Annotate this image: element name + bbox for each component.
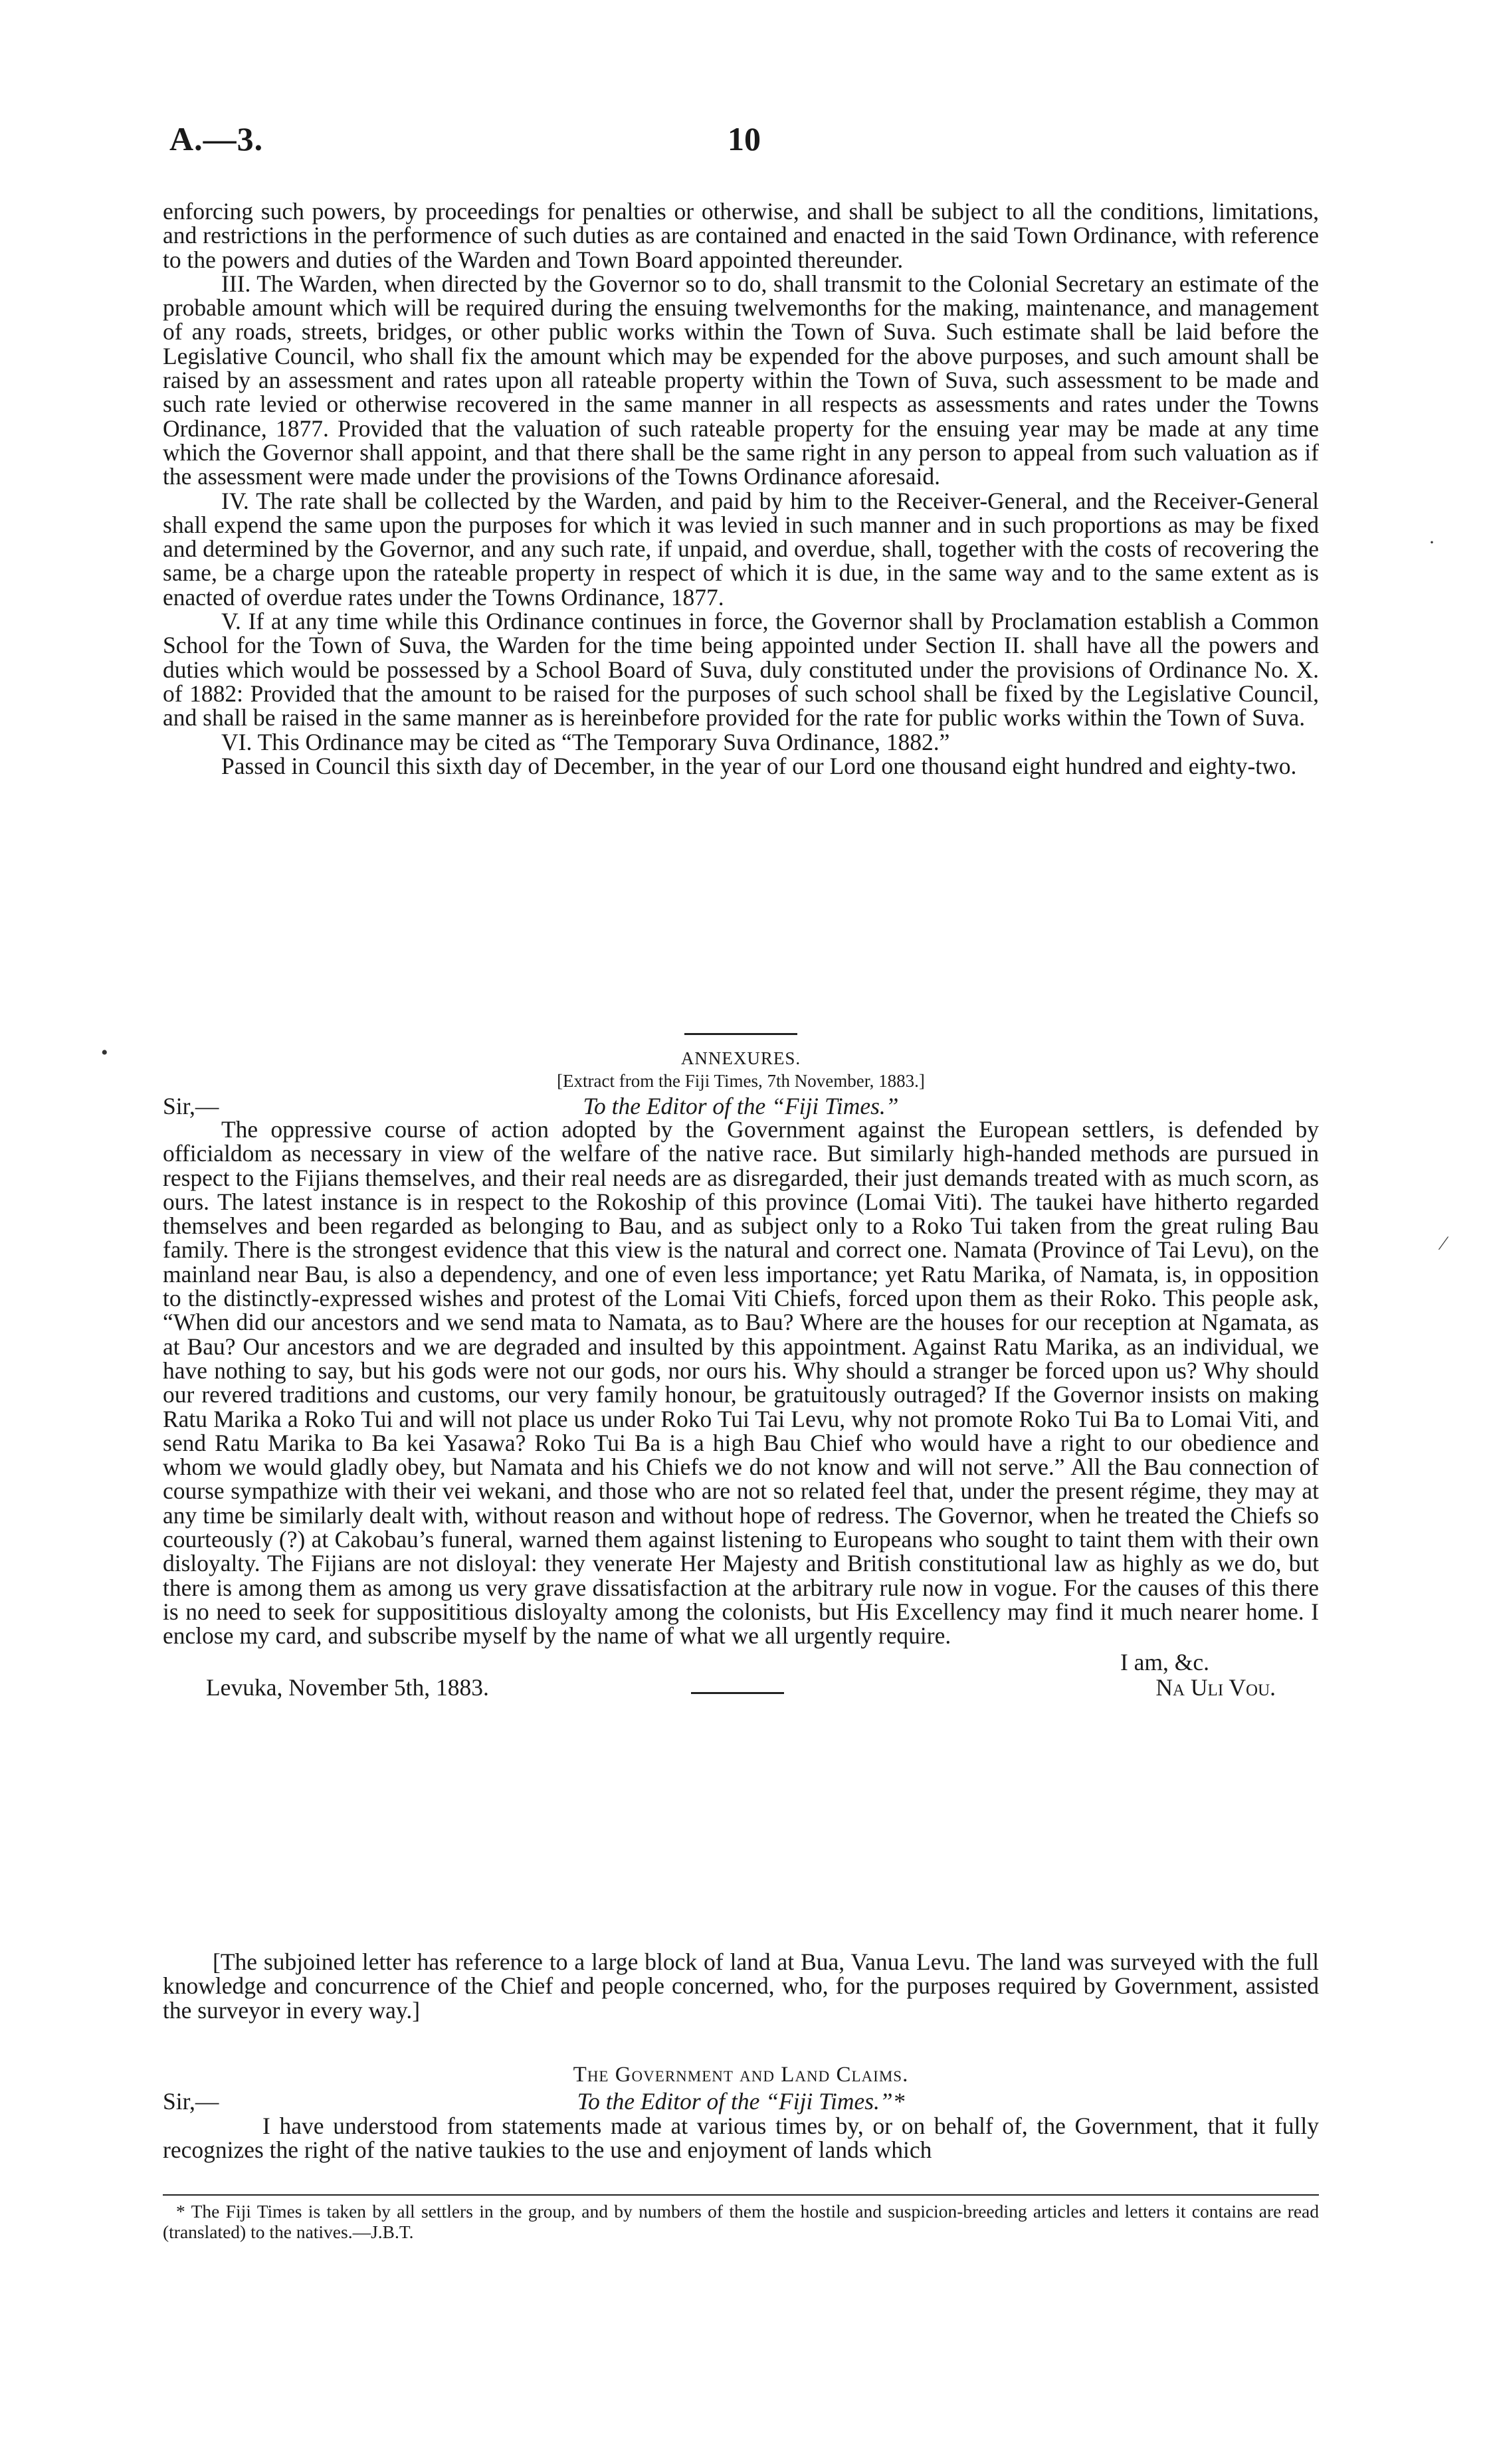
editorial-note	[163, 1950, 1319, 2022]
letter-opening: I have understood from statements made at various times by, or on behalf of, the Government, that it fully recognizes the right of the native taukies to the use and enjoyment of lands which	[163, 2113, 1319, 2164]
place-date: Levuka, November 5th, 1883.	[206, 1673, 489, 1701]
ordinance-body	[163, 199, 1319, 778]
bracketed-note: [The subjoined letter has reference to a large block of land at Bua, Vanua Levu. The land was surveyed with the full knowledge and concurrence of the Chief and people concerned, who, for the purposes required by Government, assisted the surveyor in every way.]	[163, 1948, 1319, 2024]
document-reference: A.—3.	[169, 120, 264, 157]
divider-rule	[684, 1033, 797, 1035]
divider-rule	[691, 1692, 784, 1694]
to-editor-line: To the Editor of the “Fiji Times.”*	[577, 2088, 905, 2115]
margin-mark: ⁄	[1442, 1232, 1446, 1254]
salutation: Sir,—	[163, 2088, 219, 2115]
paragraph-continuation: enforcing such powers, by proceedings for penalties or otherwise, and shall be subject to all the conditions, limitations, and restrictions in the performence of such duties as are contained and enacted in the said Town Ordinance, with reference to the powers and duties of the Warden and Town Board appointed thereunder.	[163, 198, 1319, 273]
annexures-heading: ANNEXURES.	[680, 1048, 801, 1068]
salutation-row	[163, 2087, 1319, 2114]
section-iii: III. The Warden, when directed by the Governor so to do, shall transmit to the Colonial Secretary an estimate of the probable amount which will be required during the ensuing twelvemonths for the making, maintenance, and management of any roads, streets, bridges, or other public works within the Town of Suva. Such estimate shall be laid before the Legislative Council, who shall fix the amount which may be expended for the above purposes, and such amount shall be raised by an assessment and rates upon all rateable property within the Town of Suva, such assessment to be made and such rate levied or otherwise recovered in the same manner in all respects as assessments and rates under the Towns Ordinance, 1877. Provided that the valuation of such rateable property for the ensuing year may be made at any time which the Governor shall appoint, and that there shall be the same right in any person to appeal from such valuation as if the assessment were made under the provisions of the Towns Ordinance aforesaid.	[163, 270, 1319, 490]
to-editor-line: To the Editor of the “Fiji Times.”	[583, 1093, 899, 1119]
annexures-section	[163, 1033, 1319, 1699]
signature: Na Uli Vou.	[1155, 1673, 1276, 1701]
section-v: V. If at any time while this Ordinance continues in force, the Governor shall by Proclamation establish a Common School for the Town of Suva, the Warden for the time being appointed under Section II. shall have all the powers and duties which would be possessed by a School Board of Suva, duly constituted under the provisions of Ordinance No. X. of 1882: Provided that the amount to be raised for the purposes of such school shall be fixed by the Legislative Council, and shall be raised in the same manner as is hereinbefore provided for the rate for public works within the Town of Suva.	[163, 608, 1319, 731]
passed-in-council: Passed in Council this sixth day of December, in the year of our Lord one thousand eight hundred and eighty-two.	[221, 752, 1297, 779]
extract-note: [Extract from the Fiji Times, 7th November, 1883.]	[557, 1071, 925, 1091]
letter-title: The Government and Land Claims.	[573, 2063, 909, 2087]
salutation-row	[163, 1092, 1319, 1117]
closing: I am, &c.	[1120, 1648, 1209, 1675]
footnote-section	[163, 2194, 1319, 2242]
section-vi: VI. This Ordinance may be cited as “The Temporary Suva Ordinance, 1882.”	[221, 728, 950, 755]
signature-row	[163, 1673, 1319, 1699]
margin-mark: ·	[1429, 531, 1435, 553]
section-iv: IV. The rate shall be collected by the Warden, and paid by him to the Receiver-General, and the Receiver-General shall expend the same upon the purposes for which it was levied in such manner and in such proportions as may be fixed and determined by the Governor, and any such rate, if unpaid, and overdue, shall, together with the costs of recovering the same, be a charge upon the rateable property in respect of which it is due, in the same way and to the same extent as is enacted of overdue rates under the Towns Ordinance, 1877.	[163, 487, 1319, 611]
page-number: 10	[728, 120, 761, 157]
footnote-rule	[163, 2194, 1319, 2196]
margin-mark: •	[101, 1042, 108, 1064]
letter-body: The oppressive course of action adopted by the Government against the European settlers, is defended by officialdom as necessary in view of the welfare of the native race. But similarly high-handed methods are pursued in respect to the Fijians themselves, and their real needs are as disregarded, their just demands treated with as much scorn, as ours. The latest instance is in respect to the Rokoship of this province (Lomai Viti). The taukei have hitherto regarded themselves and been regarded as belonging to Bau, and as subject only to a Roko Tui taken from the great ruling Bau family. There is the strongest evidence that this view is the natural and correct one. Namata (Province of Tai Levu), on the mainland near Bau, is also a dependency, and one of even less importance; yet Ratu Marika, of Namata, is, in opposition to the distinctly-expressed wishes and protest of the Lomai Viti Chiefs, forced upon them as their Roko. This people ask, “When did our ancestors and we send mata to Namata, as to Bau? Where are the houses for our reception at Ngamata, as at Bau? Our ancestors and we are degraded and insulted by this appointment. Against Ratu Marika, as an individual, we have nothing to say, but his gods were not our gods, nor ours his. Why should a stranger be forced upon us? Why should our revered traditions and customs, our very family honour, be gratuitously outraged? If the Governor insists on making Ratu Marika a Roko Tui and will not place us under Roko Tui Tai Levu, why not promote Roko Tui Ba to Lomai Viti, and send Ratu Marika to Ba kei Yasawa? Roko Tui Ba is a high Bau Chief who would have a right to our obedience and whom we would gladly obey, but Namata and his Chiefs we do not know and will not serve.” All the Bau connection of course sympathize with their vei wekani, and those who are not so related feel that, under the present régime, they may at any time be similarly dealt with, without reason and without hope of redress. The Governor, when he treated the Chiefs so courteously (?) at Cakobau’s funeral, warned them against listening to Europeans who sought to taint them with their own disloyalty. The Fijians are not disloyal: they venerate Her Majesty and British constitutional law as highly as we do, but there is among them as among us very grave dissatisfaction at the arbitrary rule now in vogue. For the causes of this there is no need to seek for supposititious disloyalty among the colonists, but His Excellency may find it much nearer home. I enclose my card, and subscribe myself by the name of what we all urgently require.	[163, 1116, 1319, 1650]
footnote: * The Fiji Times is taken by all settlers in the group, and by numbers of them the hostile and suspicion-breeding articles and letters it contains are read (translated) to the natives.—J.B.T.	[163, 2201, 1319, 2242]
second-letter	[163, 2063, 1319, 2162]
salutation: Sir,—	[163, 1093, 219, 1119]
closing-row	[163, 1648, 1319, 1673]
